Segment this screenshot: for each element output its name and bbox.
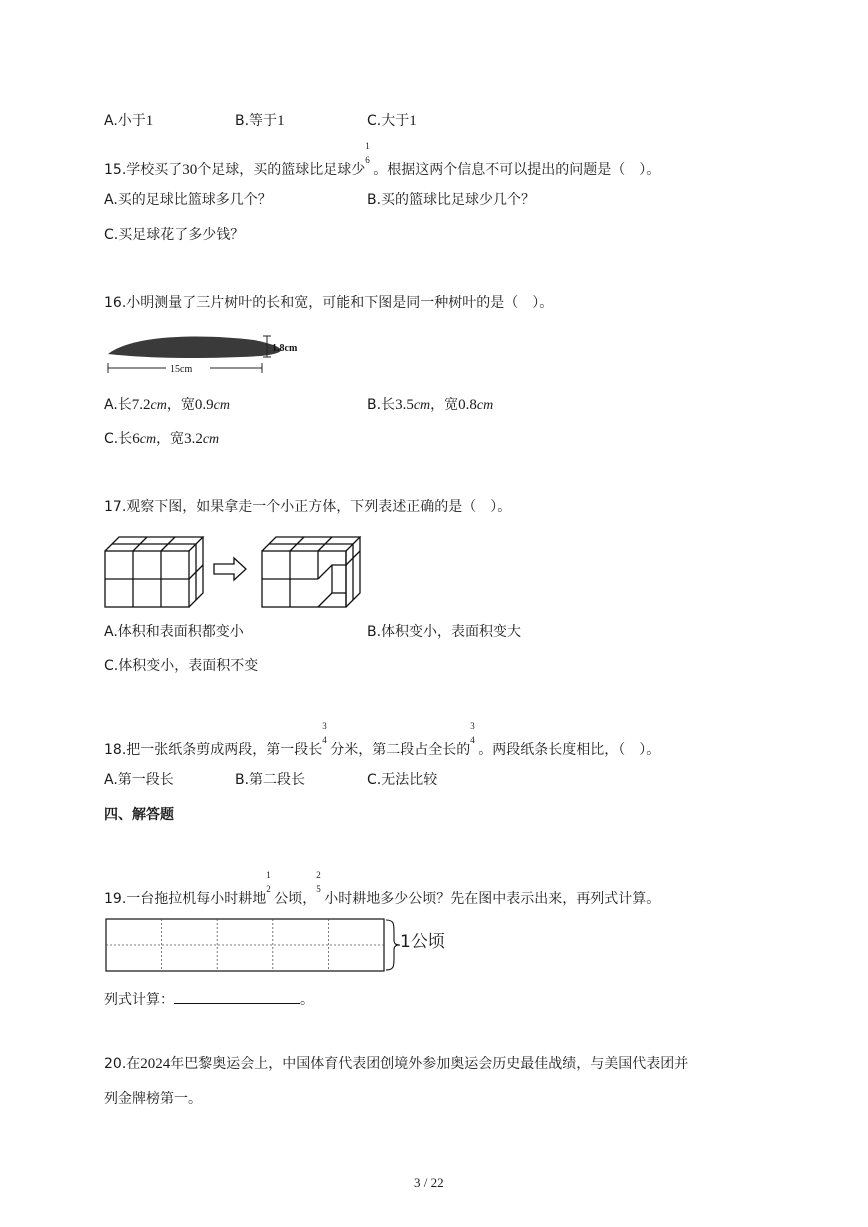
q19-calc-label: 列式计算： [104,992,174,1008]
section-title: 四、解答题 [104,807,174,823]
q15-fraction-denominator: 6 [365,155,370,165]
q20-line-1 [104,1057,688,1072]
leaf-figure [104,330,314,378]
q15-stem-part2: 个足球，买的篮球比足球少 [197,162,366,178]
q14-option-b-number: 1 [277,113,285,129]
q19-calc-end: 。 [300,992,314,1008]
q19-stem-part1: 19.一台拖拉机每小时耕地 [104,891,267,907]
q18-stem-part3: 。两段纸条长度相比，（ ）。 [478,742,661,758]
q16-a-width-label: ，宽 [166,397,195,413]
q18-option-c: C.无法比较 [367,772,438,788]
q19-fraction-2 [316,870,324,903]
q14-option-c-number: 1 [409,113,417,129]
cube-block-after [262,537,360,607]
leaf-width-label: 1.8cm [272,343,298,354]
q15-fraction [365,141,373,174]
q14-option-b-text: B.等于 [235,113,278,129]
q18-fraction-2-denominator: 4 [470,735,475,745]
cube-figure [104,530,366,610]
arrow-icon [214,558,246,580]
q15-option-b: B.买的篮球比足球少几个？ [367,192,536,208]
q16-b-width: 0.8 [458,397,477,413]
q15-stem-part1: 15.学校买了 [104,162,183,178]
q14-option-a-number: 1 [145,113,154,129]
q20-line-1-rest: 年巴黎奥运会上，中国体育代表团创境外参加奥运会历史最佳战绩，与美国代表团并 [170,1056,689,1072]
q15-fraction-numerator: 1 [365,141,370,151]
q16-b-label: B.长 [367,397,396,413]
q18-fraction-2-numerator: 3 [470,721,475,731]
q14-option-b [235,114,285,129]
q19-fraction-1-numerator: 1 [266,870,271,880]
q16-a-label: A.长 [104,397,132,413]
q19-fraction-1 [266,870,274,903]
q20-line-2: 列金牌榜第一。 [104,1091,202,1107]
q19-stem-part3: 小时耕地多少公顷？先在图中表示出来，再列式计算。 [324,891,661,907]
q15-option-a: A.买的足球比篮球多几个？ [104,192,272,208]
q19-fraction-1-denominator: 2 [266,884,271,894]
q16-option-a [104,398,230,413]
q17-option-c: C.体积变小，表面积不变 [104,658,259,674]
hectare-diagram [104,918,404,974]
q17-option-a: A.体积和表面积都变小 [104,624,244,640]
page-number: 3 / 22 [414,1175,444,1190]
q18-fraction-1-denominator: 4 [322,735,327,745]
q16-option-b [367,398,493,413]
q16-c-length: 6 [132,431,140,447]
q16-option-c [104,432,219,447]
q20-line-1-start: 20.在 [104,1056,141,1072]
leaf-shape [108,337,281,358]
q16-c-width-label: ，宽 [156,431,185,447]
q19-calc [104,990,314,1007]
q16-b-width-unit: cm [476,398,494,413]
hectare-label: 1公顷 [400,932,445,952]
q18-fraction-2 [470,721,478,754]
q16-a-length: 7.2 [131,397,151,413]
q18-option-a: A.第一段长 [104,772,174,788]
q19-fraction-2-numerator: 2 [316,870,321,880]
q16-a-width-unit: cm [213,398,230,413]
q16-c-length-unit: cm [139,432,157,447]
q16-a-length-unit: cm [150,398,167,413]
q16-b-length: 3.5 [395,397,414,413]
q18-stem [104,721,661,758]
q18-stem-part2: 分米，第二段占全长的 [330,742,471,758]
q19-stem [104,870,661,907]
q16-b-length-unit: cm [413,398,431,413]
hectare-grid [106,919,384,971]
q15-stem [104,141,661,178]
q14-option-c [367,114,417,129]
q16-a-width: 0.9 [194,397,214,413]
q20-year: 2024 [140,1056,171,1072]
q18-option-b: B.第二段长 [235,772,306,788]
q19-fraction-2-denominator: 5 [316,884,321,894]
q16-b-width-label: ，宽 [430,397,459,413]
q15-number: 30 [182,162,198,178]
q15-option-c: C.买足球花了多少钱？ [104,227,245,243]
q17-stem: 17.观察下图，如果拿走一个小正方体，下列表述正确的是（ ）。 [104,499,512,515]
q18-fraction-1-numerator: 3 [322,721,327,731]
q14-option-a-text: A.小于 [104,113,146,129]
q17-option-b: B.体积变小，表面积变大 [367,624,522,640]
q18-stem-part1: 18.把一张纸条剪成两段，第一段长 [104,742,323,758]
cube-block-before [105,537,203,607]
q16-stem: 16.小明测量了三片树叶的长和宽，可能和下图是同一种树叶的是（ ）。 [104,295,554,311]
q16-c-label: C.长 [104,431,133,447]
q19-answer-blank[interactable] [174,990,300,1004]
q14-option-c-text: C.大于 [367,113,410,129]
leaf-length-label: 15cm [170,364,193,375]
brace-icon [386,920,400,970]
q18-fraction-1 [322,721,330,754]
q16-c-width: 3.2 [184,431,203,447]
q14-option-a [104,114,153,129]
q19-stem-part2: 公顷， [274,891,317,907]
q16-c-width-unit: cm [202,432,220,447]
q15-stem-part3: 。根据这两个信息不可以提出的问题是（ ）。 [373,162,661,178]
